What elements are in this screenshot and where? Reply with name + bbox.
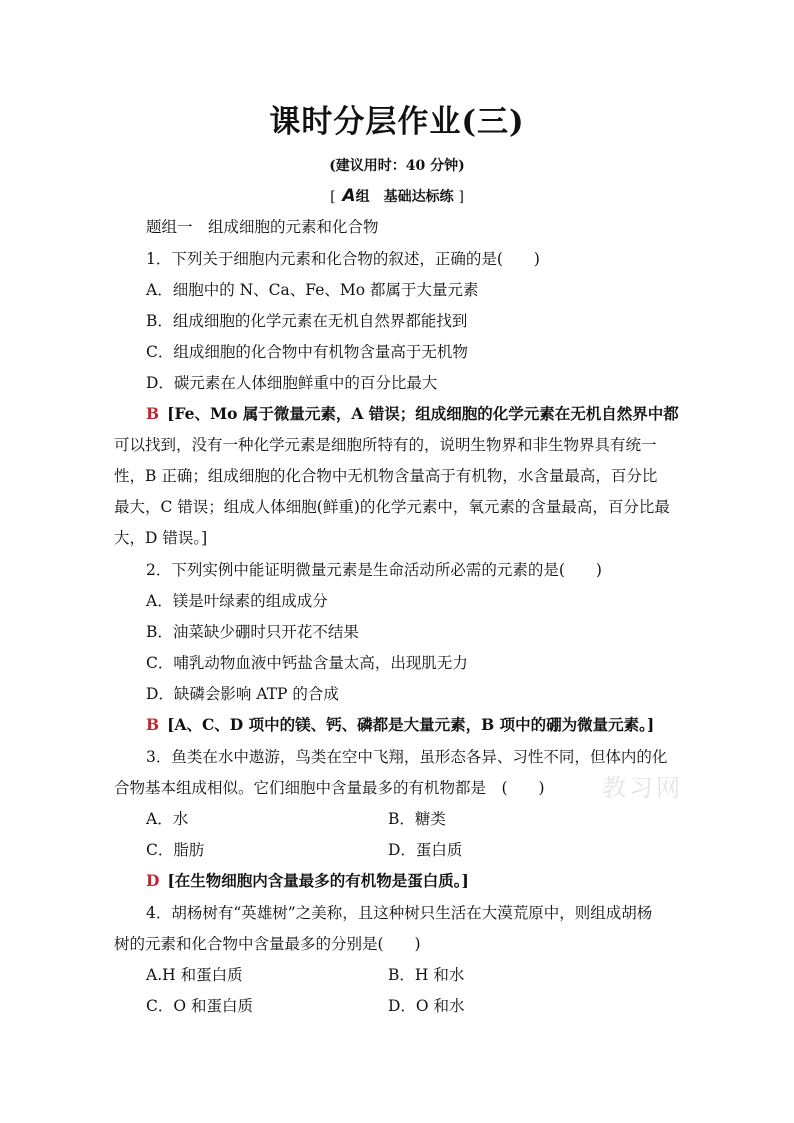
q2-option-a: A．镁是叶绿素的组成成分 — [146, 592, 328, 610]
q1-explanation-line: 性，B 正确；组成细胞的化合物中无机物含量高于有机物，水含量最高，百分比 — [114, 467, 658, 485]
group-letter: A — [342, 186, 356, 206]
q1-stem: 1．下列关于细胞内元素和化合物的叙述，正确的是( ) — [146, 250, 540, 268]
q1-option-d: D．碳元素在人体细胞鲜重中的百分比最大 — [146, 374, 438, 392]
q2-explanation-line: B [A、C、D 项中的镁、钙、磷都是大量元素，B 项中的硼为微量元素。] — [146, 715, 655, 734]
q1-answer: B — [146, 404, 160, 423]
group-label-text: 组 基础达标练 — [355, 189, 454, 205]
q1-option-b: B．组成细胞的化学元素在无机自然界都能找到 — [146, 312, 468, 330]
q3-option-a: A．水 — [146, 810, 189, 828]
q3-answer: D — [146, 871, 160, 890]
q3-stem-cont: 合物基本组成相似。它们细胞中含量最多的有机物都是 ( ) — [114, 779, 545, 797]
q2-stem: 2．下列实例中能证明微量元素是生命活动所必需的元素的是( ) — [146, 561, 602, 579]
q1-explanation-line: B [Fe、Mo 属于微量元素，A 错误；组成细胞的化学元素在无机自然界中都 — [146, 404, 679, 423]
group-bracket-close: ] — [458, 189, 464, 205]
q3-option-b: B．糖类 — [388, 810, 446, 828]
q3-option-d: D．蛋白质 — [388, 841, 463, 859]
watermark: 教习网 — [602, 774, 683, 802]
page-title: 课时分层作业(三) — [269, 104, 525, 140]
q1-option-a: A．细胞中的 N、Ca、Fe、Mo 都属于大量元素 — [146, 281, 479, 299]
q1-explanation-line: 最大，C 错误；组成人体细胞(鲜重)的化学元素中，氧元素的含量最高，百分比最 — [114, 498, 670, 516]
q2-option-c: C．哺乳动物血液中钙盐含量太高，出现肌无力 — [146, 654, 468, 672]
group-label — [0, 186, 794, 206]
q1-explanation-line: 大，D 错误。] — [114, 529, 208, 547]
q2-option-b: B．油菜缺少硼时只开花不结果 — [146, 623, 359, 641]
q4-option-b: B．H 和水 — [388, 966, 465, 984]
q4-option-a: A.H 和蛋白质 — [146, 966, 243, 984]
q4-stem-cont: 树的元素和化合物中含量最多的分别是( ) — [114, 935, 421, 953]
section-heading: 题组一 组成细胞的元素和化合物 — [146, 218, 379, 236]
q1-option-c: C．组成细胞的化合物中有机物含量高于无机物 — [146, 343, 468, 361]
q4-stem: 4．胡杨树有“英雄树”之美称，且这种树只生活在大漠荒原中，则组成胡杨 — [146, 904, 653, 922]
q2-option-d: D．缺磷会影响 ATP 的合成 — [146, 685, 339, 703]
q2-answer: B — [146, 715, 160, 734]
q3-option-c: C．脂肪 — [146, 841, 205, 859]
q3-stem: 3．鱼类在水中遨游，鸟类在空中飞翔，虽形态各异、习性不同，但体内的化 — [146, 748, 668, 766]
q4-option-c: C．O 和蛋白质 — [146, 997, 253, 1015]
suggested-time: (建议用时：40 分钟) — [329, 158, 465, 174]
q4-option-d: D．O 和水 — [388, 997, 465, 1015]
q1-explanation-line: 可以找到，没有一种化学元素是细胞所特有的，说明生物界和非生物界具有统一 — [114, 436, 657, 454]
group-bracket-open: [ — [330, 189, 336, 205]
q3-explanation-line: D [在生物细胞内含量最多的有机物是蛋白质。] — [146, 871, 469, 890]
